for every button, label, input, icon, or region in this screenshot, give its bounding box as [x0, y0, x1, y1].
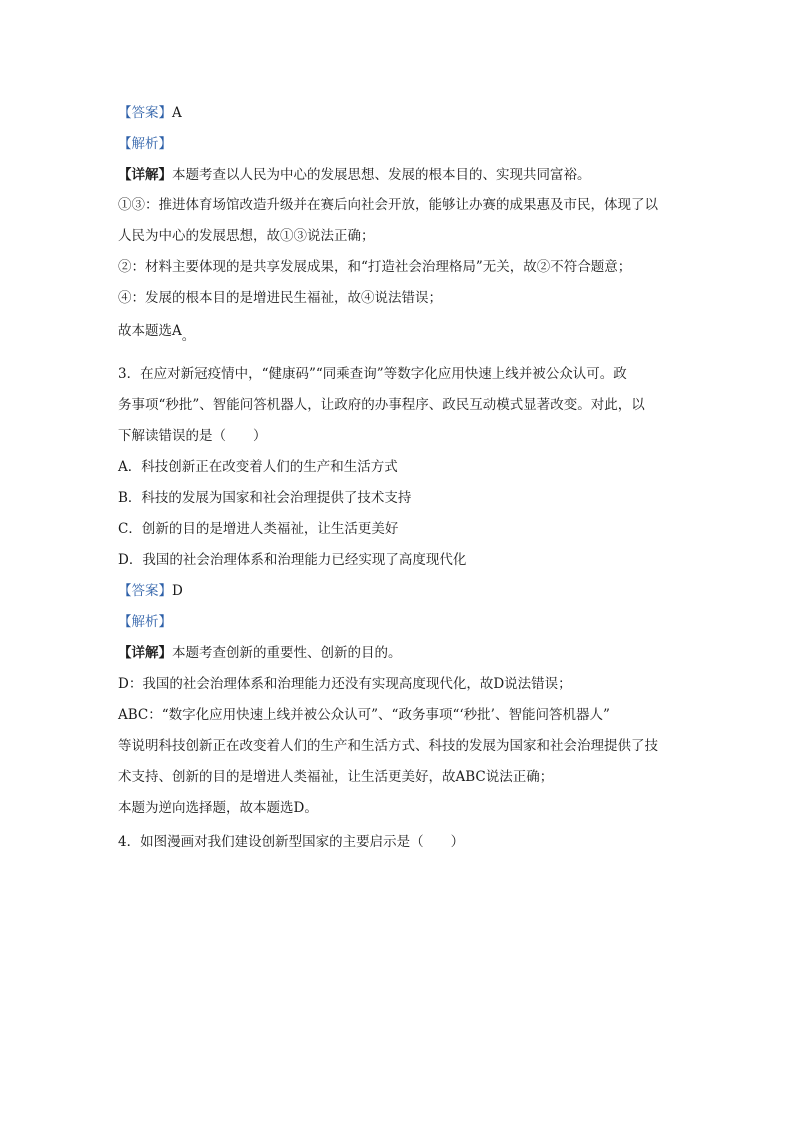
q2-detail-line	[118, 166, 591, 184]
q3-explanation-line-2: ABC：“数字化应用快速上线并被公众认可”、“政务事项“‘秒批’、智能问答机器人”	[118, 707, 610, 723]
q2-explanation-line-2: 人民为中心的发展思想，故①③说法正确；	[118, 228, 375, 244]
q3-option-c: C．创新的目的是增进人类福祉，让生活更美好	[118, 521, 399, 537]
q3-option-a: A．科技创新正在改变着人们的生产和生活方式	[118, 459, 398, 475]
analysis-tag: 【解析】	[118, 136, 172, 152]
q3-conclusion: 本题为逆向选择题，故本题选D。	[118, 800, 318, 816]
q3-detail-line	[118, 644, 402, 662]
detail-text: 本题考查创新的重要性、创新的目的。	[172, 645, 402, 661]
q3-analysis-heading	[118, 613, 172, 631]
answer-value: D	[172, 583, 183, 599]
q3-stem-line-3: 下解读错误的是（ ）	[118, 428, 267, 444]
conclusion-tail: 。	[181, 328, 196, 344]
q3-stem-line-2: 务事项“秒批”、智能问答机器人，让政府的办事程序、政民互动模式显著改变。对此，以	[118, 397, 645, 413]
answer-tag: 【答案】	[118, 105, 172, 121]
detail-tag: 【详解】	[118, 645, 172, 661]
q4-stem: 4．如图漫画对我们建设创新型国家的主要启示是（ ）	[118, 834, 465, 850]
q2-conclusion	[118, 322, 196, 344]
answer-tag: 【答案】	[118, 583, 172, 599]
q3-explanation-line-1: D：我国的社会治理体系和治理能力还没有实现高度现代化，故D说法错误；	[118, 676, 572, 692]
q2-explanation-line-3: ②：材料主要体现的是共享发展成果，和“打造社会治理格局”无关，故②不符合题意；	[118, 259, 632, 275]
answer-value: A	[172, 105, 182, 121]
q3-stem-line-1: 3．在应对新冠疫情中，“健康码”“同乘查询”等数字化应用快速上线并被公众认可。政	[118, 366, 627, 382]
q3-explanation-line-4: 术支持、创新的目的是增进人类福祉，让生活更美好，故ABC说法正确；	[118, 769, 554, 785]
q3-option-d: D．我国的社会治理体系和治理能力已经实现了高度现代化	[118, 552, 467, 568]
conclusion-main: 故本题选A	[118, 323, 182, 339]
q2-explanation-line-4: ④：发展的根本目的是增进民生福祉，故④说法错误；	[118, 290, 442, 306]
q2-analysis-heading	[118, 135, 172, 153]
q2-answer-line	[118, 104, 182, 122]
analysis-tag: 【解析】	[118, 614, 172, 630]
detail-tag: 【详解】	[118, 167, 172, 183]
q3-answer-line	[118, 582, 183, 600]
q3-option-b: B．科技的发展为国家和社会治理提供了技术支持	[118, 490, 412, 506]
q2-explanation-line-1: ①③：推进体育场馆改造升级并在赛后向社会开放，能够让办赛的成果惠及市民，体现了以	[118, 197, 658, 213]
q3-explanation-line-3: 等说明科技创新正在改变着人们的生产和生活方式、科技的发展为国家和社会治理提供了技	[118, 738, 658, 754]
detail-text: 本题考查以人民为中心的发展思想、发展的根本目的、实现共同富裕。	[172, 167, 591, 183]
